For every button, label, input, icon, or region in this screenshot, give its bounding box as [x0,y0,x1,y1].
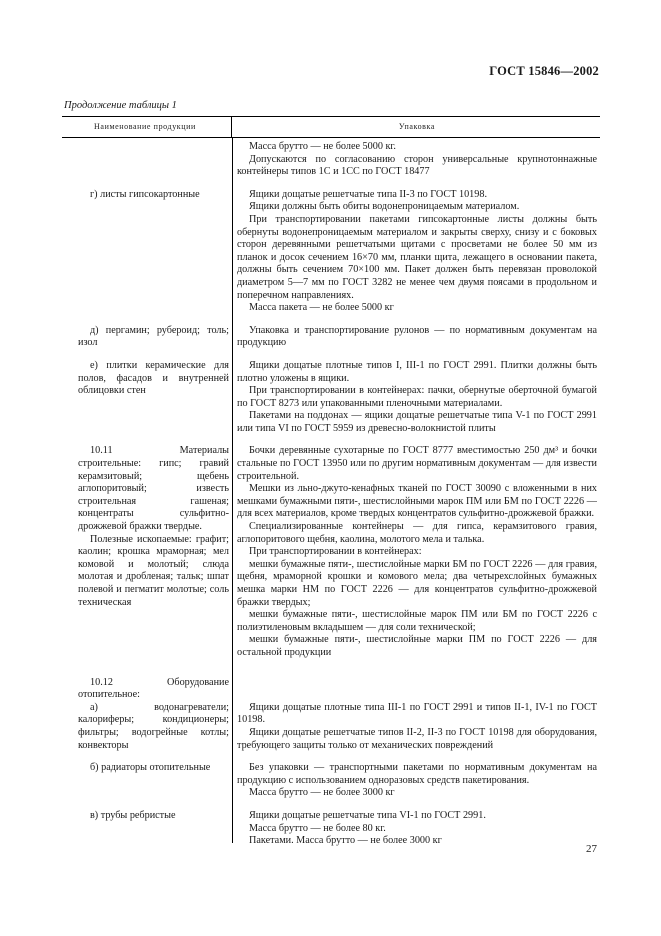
packaging-text: Упаковка и транспортирование рулонов — по нормативным документам на продукцию [237,324,597,349]
packaging-text: Мешки из льно-джуто-кенафных тканей по ГОСТ 30090 с вложенными в них мешками бумажными пяти-, шестислойными марок ПМ или БМ по ГОСТ 2226 — для всех материалов, кроме твердых концентратов сульфитно-дрожжевой бражки. [237,483,597,520]
packaging-text: Ящики дощатые плотные типов I, III-1 по ГОСТ 2991. Плитки должны быть плотно уложены в ящики. [237,359,597,384]
product-text: а) водонагреватели; калориферы; кондиционеры; фильтры; водогрейные котлы; конвекторы [78,701,229,751]
table-body [62,138,600,848]
packaging-text: мешки бумажные пяти-, шестислойные марки ПМ по ГОСТ 2226 — для остальной продукции [237,634,597,658]
column-header-packaging: Упаковка [398,121,436,131]
table-row [62,360,600,436]
packaging-text: Ящики дощатые решетчатые типов II-2, II-3 по ГОСТ 10198 для оборудования, требующего защиты только от механических повреждений [237,726,597,751]
product-text: б) радиаторы отопительные [90,762,211,774]
packaging-text: При транспортировании пакетами гипсокартонные листы должны быть обернуты водонепроницаемым материалом и закрыты сверху, снизу и с боковых сторон деревянными решетчатыми щитами с просветами не более 50 мм из планок и досок сечением 16×70 мм, планки щита, лежащего в основании пакета, должны быть сечением 70×100 мм. Пакет должен быть перевязан проволокой диаметром 5—7 мм по ГОСТ 3282 не менее чем двумя поясами в продольном и поперечном направлениях. [237,213,597,301]
table-row [62,445,600,659]
product-cell [62,325,232,350]
packaging-cell [232,810,600,848]
table-row [62,189,600,315]
packaging-text: Масса брутто — не более 80 кг. [249,822,386,834]
product-text: 10.12 Оборудование отопительное: [78,676,229,701]
packaging-cell [232,702,600,752]
packaging-cell [232,762,600,800]
product-text: г) листы гипсокартонные [90,188,200,200]
column-header-product: Наименование продукции [62,117,232,137]
product-cell [62,677,232,702]
product-text: е) плитки керамические для полов, фасадов и внутренней облицовки стен [78,359,229,397]
packaging-cell [232,445,600,659]
packaging-text: Допускаются по согласованию сторон универсальные крупнотоннажные контейнеры типов 1С и 1СС по ГОСТ 18477 [237,153,597,178]
product-cell [62,189,232,315]
product-text: д) пергамин; рубероид; толь; изол [78,324,229,349]
table-header [62,116,600,138]
product-cell [62,702,232,752]
table-continuation-caption: Продолжение таблицы 1 [64,100,177,111]
packaging-text: Масса брутто — не более 5000 кг. [249,141,396,152]
table-row [62,762,600,800]
product-cell [62,445,232,659]
product-cell [62,810,232,848]
product-text: Полезные ископаемые: графит; каолин; крошка мраморная; мел комовой и молотый; слюда молотая и дробленая; тальк; шпат полевой и пегматит молотые; соль техническая [78,533,229,608]
packaging-table [62,116,600,848]
packaging-text: При транспортировании в контейнерах: [249,546,422,558]
packaging-text: Ящики дощатые решетчатые типа VI-1 по ГОСТ 2991. [249,809,486,821]
packaging-text: Без упаковки — транспортными пакетами по нормативным документам на продукцию с использованием одноразовых средств пакетирования. [237,762,597,786]
table-row [62,141,600,179]
document-header: ГОСТ 15846—2002 [489,64,599,78]
packaging-text: Ящики дощатые решетчатые типа II-3 по ГОСТ 10198. [249,188,487,200]
packaging-text: мешки бумажные пяти-, шестислойные марок ПМ или БМ по ГОСТ 2226 с полиэтиленовым вкладышем — для соли технической; [237,609,597,633]
packaging-cell [232,325,600,350]
table-row [62,702,600,752]
table-row [62,677,600,702]
table-row [62,325,600,350]
product-cell [62,141,232,179]
packaging-text: При транспортировании в контейнерах: пачки, обернутые оберточной бумагой по ГОСТ 8273 или упакованными пленочными материалами. [237,385,597,409]
packaging-text: Масса брутто — не более 3000 кг [249,787,395,799]
packaging-text: мешки бумажные пяти-, шестислойные марки БМ по ГОСТ 2226 — для гравия, щебня, мраморной крошки и комового мела; два четырехслойных бумажных мешка марки НМ по ГОСТ 2226 — для концентратов сульфитно-дрожжевой бражки твердых; [237,558,597,608]
packaging-text: Пакетами. Масса брутто — не более 3000 кг [249,835,442,847]
packaging-text: Ящики должны быть обиты водонепроницаемым материалом. [249,201,520,213]
product-cell [62,762,232,800]
table-row [62,810,600,848]
packaging-cell [232,141,600,179]
product-text: 10.11 Материалы строительные: гипс; гравий керамзитовый; щебень аглопоритовый; известь строительная гашеная; концентраты сульфитно-дрожжевой бражки твердые. [78,445,229,533]
product-text: в) трубы ребристые [90,809,176,821]
packaging-text: Пакетами на поддонах — ящики дощатые решетчатые типа V-1 по ГОСТ 2991 или типа VI по ГОСТ 5959 из древесно-волокнистой плиты [237,410,597,434]
packaging-text: Бочки деревянные сухотарные по ГОСТ 8777 вместимостью 250 дм³ и бочки стальные по ГОСТ 13950 или по другим нормативным документам — для извести строительной. [237,445,597,482]
product-cell [62,360,232,436]
packaging-cell [232,189,600,315]
packaging-cell [232,677,600,702]
packaging-text: Масса пакета — не более 5000 кг [249,302,394,314]
page-number: 27 [586,843,597,855]
packaging-text: Ящики дощатые плотные типа III-1 по ГОСТ 2991 и типов II-1, IV-1 по ГОСТ 10198. [237,701,597,726]
packaging-text: Специализированные контейнеры — для гипса, керамзитового гравия, аглопоритового щебня, каолина, молотого мела и талька. [237,521,597,545]
packaging-cell [232,360,600,436]
